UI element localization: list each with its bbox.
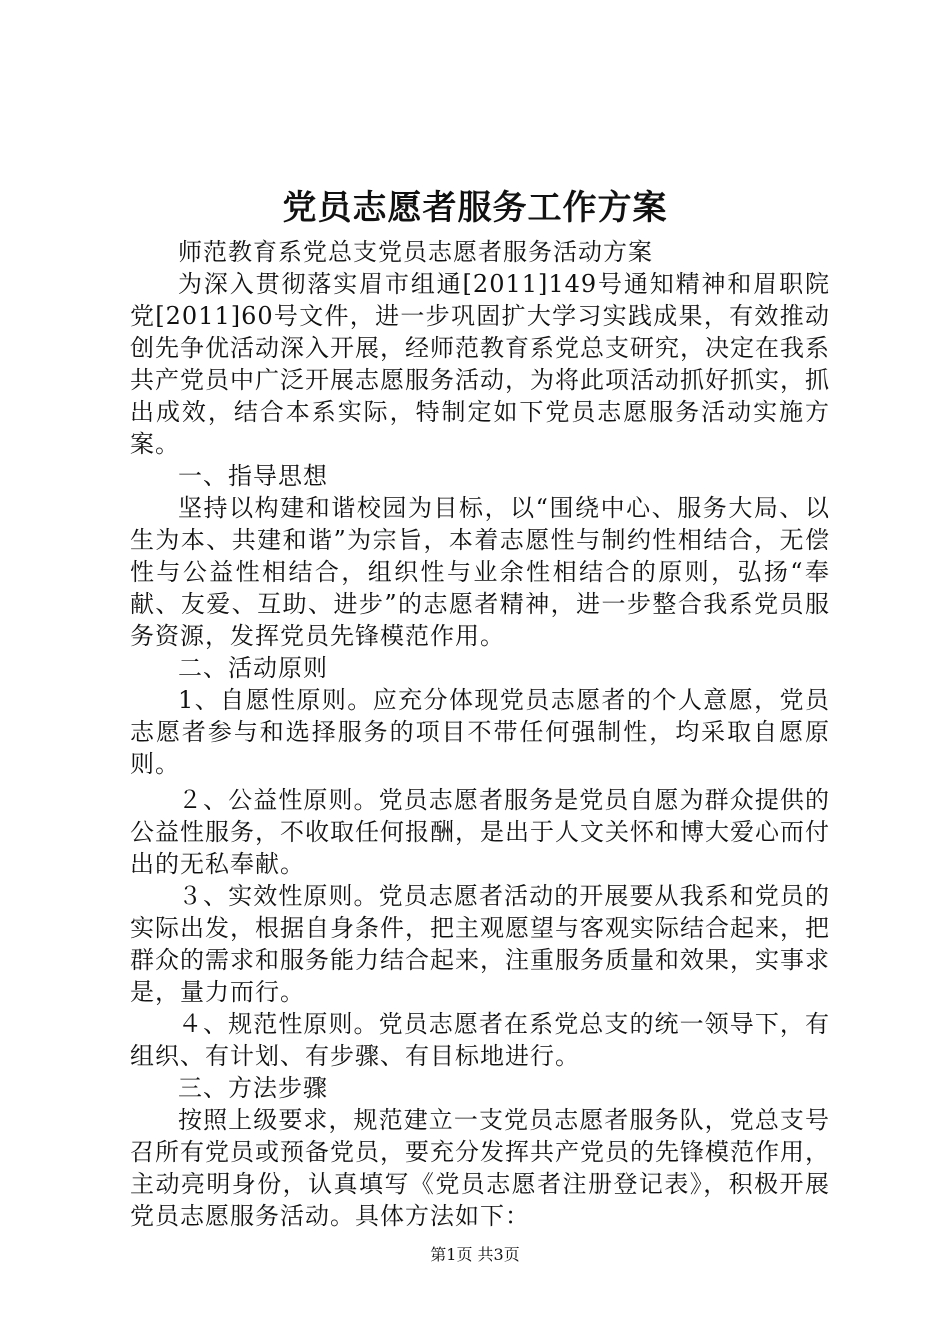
document-body [130,236,830,1232]
section-heading-activity-principles: 二、活动原则 [178,654,328,682]
paragraph-principle-standardization: ４、规范性原则。党员志愿者在系党总支的统一领导下，有组织、有计划、有步骤、有目标地进行。 [130,1010,830,1070]
document-title: 党员志愿者服务工作方案 [282,188,668,228]
paragraph-intro: 为深入贯彻落实眉市组通[2011]149号通知精神和眉职院党[2011]60号文件，进一步巩固扩大学习实践成果，有效推动创先争优活动深入开展，经师范教育系党总支研究，决定在我系共产党员中广泛开展志愿服务活动，为将此项活动抓好抓实，抓出成效，结合本系实际，特制定如下党员志愿服务活动实施方案。 [130,270,830,458]
paragraph-principle-effectiveness: ３、实效性原则。党员志愿者活动的开展要从我系和党员的实际出发，根据自身条件，把主观愿望与客观实际结合起来，把群众的需求和服务能力结合起来，注重服务质量和效果，实事求是，量力而行。 [130,882,830,1006]
paragraph-methods-steps: 按照上级要求，规范建立一支党员志愿者服务队，党总支号召所有党员或预备党员，要充分发挥共产党员的先锋模范作用，主动亮明身份，认真填写《党员志愿者注册登记表》，积极开展党员志愿服务活动。具体方法如下： [130,1106,830,1230]
paragraph-guiding-ideology: 坚持以构建和谐校园为目标，以“围绕中心、服务大局、以生为本、共建和谐”为宗旨，本着志愿性与制约性相结合，无偿性与公益性相结合，组织性与业余性相结合的原则，弘扬“奉献、友爱、互助、进步”的志愿者精神，进一步整合我系党员服务资源，发挥党员先锋模范作用。 [130,494,830,650]
page-footer: 第1页 共3页 [430,1245,520,1264]
paragraph-principle-public-welfare: ２、公益性原则。党员志愿者服务是党员自愿为群众提供的公益性服务，不收取任何报酬，是出于人文关怀和博大爱心而付出的无私奉献。 [130,786,830,878]
section-heading-methods-steps: 三、方法步骤 [178,1074,328,1102]
section-heading-guiding-ideology: 一、指导思想 [178,462,328,490]
paragraph-subtitle: 师范教育系党总支党员志愿者服务活动方案 [178,238,653,266]
paragraph-principle-voluntary: 1、自愿性原则。应充分体现党员志愿者的个人意愿，党员志愿者参与和选择服务的项目不带任何强制性，均采取自愿原则。 [130,686,830,778]
